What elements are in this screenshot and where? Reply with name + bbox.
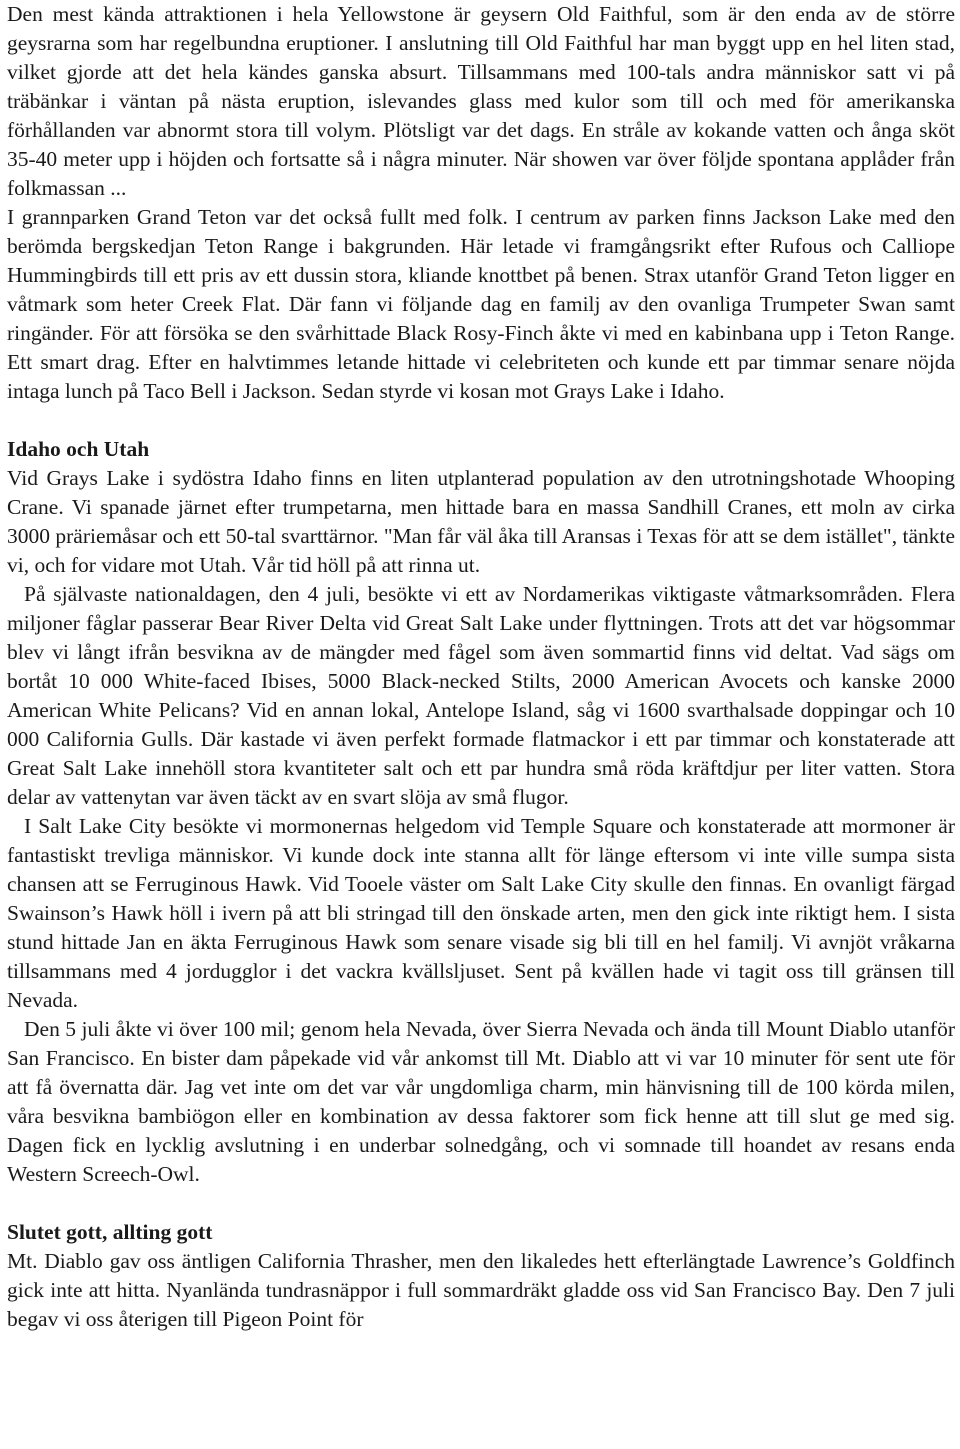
paragraph-grays-lake: Vid Grays Lake i sydöstra Idaho finns en liten utplanterad population av den utrotningshotade Whooping Crane. Vi spanade järnet efter trumpetarna, men hittade bara en massa Sandhill Cranes, ett moln av cirka 3000 präriemåsar och ett 50-tal svarttärnor. "Man får väl åka till Aransas i Texas för att se dem istället", tänkte vi, och for vidare mot Utah. Vår tid höll på att rinna ut.	[7, 466, 955, 577]
section-spacer	[7, 406, 955, 435]
section-spacer	[7, 1189, 955, 1218]
paragraph-salt-lake-city: I Salt Lake City besökte vi mormonernas helgedom vid Temple Square och konstaterade att mormoner är fantastiskt trevliga människor. Vi kunde dock inte stanna allt för länge eftersom vi inte ville sumpa sista chansen att se Ferruginous Hawk. Vid Tooele väster om Salt Lake City skulle den finnas. En ovanligt färgad Swainson’s Hawk höll i ivern på att bli stringad till den önskade arten, men den gick inte riktigt hem. I sista stund hittade Jan en äkta Ferruginous Hawk som senare visade sig bli till en hel familj. Vi avnjöt vråkarna tillsammans med 4 jordugglor i det vackra kvällsljuset. Sent på kvällen hade vi tagit oss till gränsen till Nevada.	[7, 814, 955, 1012]
paragraph-grand-teton: I grannparken Grand Teton var det också fullt med folk. I centrum av parken finns Jackson Lake med den berömda bergskedjan Teton Range i bakgrunden. Här letade vi framgångsrikt efter Rufous och Calliope Hummingbirds till ett pris av ett dussin stora, kliande knottbet på benen. Strax utanför Grand Teton ligger en våtmark som heter Creek Flat. Där fann vi följande dag en familj av den ovanliga Trumpeter Swan samt ringänder. För att försöka se den svårhittade Black Rosy-Finch åkte vi med en kabinbana upp i Teton Range. Ett smart drag. Efter en halvtimmes letande hittade vi celebriteten och kunde ett par timmar senare nöjda intaga lunch på Taco Bell i Jackson. Sedan styrde vi kosan mot Grays Lake i Idaho.	[7, 205, 955, 403]
document-page	[7, 0, 955, 1334]
paragraph-yellowstone: Den mest kända attraktionen i hela Yellowstone är geysern Old Faithful, som är den enda av de större geysrarna som har regelbundna eruptioner. I anslutning till Old Faithful har man byggt upp en hel liten stad, vilket gjorde att det hela kändes ganska absurt. Tillsammans med 100-tals andra människor satt vi på träbänkar i väntan på nästa eruption, islevandes glass med kulor som till och med för amerikanska förhållanden var abnormt stora till volym. Plötsligt var det dags. En stråle av kokande vatten och ånga sköt 35-40 meter upp i höjden och fortsatte så i några minuter. När showen var över följde spontana applåder från folkmassan ...	[7, 2, 955, 200]
paragraph-mt-diablo: Mt. Diablo gav oss äntligen California Thrasher, men den likaledes hett efterlängtade Lawrence’s Goldfinch gick inte att hitta. Nyanlända tundrasnäppor i full sommardräkt gladde oss vid San Francisco Bay. Den 7 juli begav vi oss återigen till Pigeon Point för	[7, 1249, 955, 1331]
heading-idaho-utah: Idaho och Utah	[7, 437, 150, 461]
paragraph-nevada: Den 5 juli åkte vi över 100 mil; genom hela Nevada, över Sierra Nevada och ända till Mount Diablo utanför San Francisco. En bister dam påpekade vid vår ankomst till Mt. Diablo att vi var 10 minuter för sent ute för att få övernatta där. Jag vet inte om det var vår ungdomliga charm, min hänvisning till de 100 körda milen, våra besvikna bambiögon eller en kombination av dessa faktorer som fick henne att till slut ge med sig. Dagen fick en lycklig avslutning i en underbar solnedgång, och vi somnade till hoandet av resans enda Western Screech-Owl.	[7, 1017, 955, 1186]
heading-slutet-gott: Slutet gott, allting gott	[7, 1220, 213, 1244]
paragraph-bear-river: På självaste nationaldagen, den 4 juli, besökte vi ett av Nordamerikas viktigaste våtmarksområden. Flera miljoner fåglar passerar Bear River Delta vid Great Salt Lake under flyttningen. Trots att det var högsommar blev vi långt ifrån besvikna av de mängder med fågel som även sommartid finns vid deltat. Vad sägs om bortåt 10 000 White-faced Ibises, 5000 Black-necked Stilts, 2000 American Avocets och kanske 2000 American White Pelicans? Vid en annan lokal, Antelope Island, såg vi 1600 svarthalsade doppingar och 10 000 California Gulls. Där kastade vi även perfekt formade flatmackor i ett par timmar och konstaterade att Great Salt Lake innehöll stora kvantiteter salt och ett par hundra små röda kräftdjur per liter vatten. Stora delar av vattenytan var även täckt av en svart slöja av små flugor.	[7, 582, 955, 809]
